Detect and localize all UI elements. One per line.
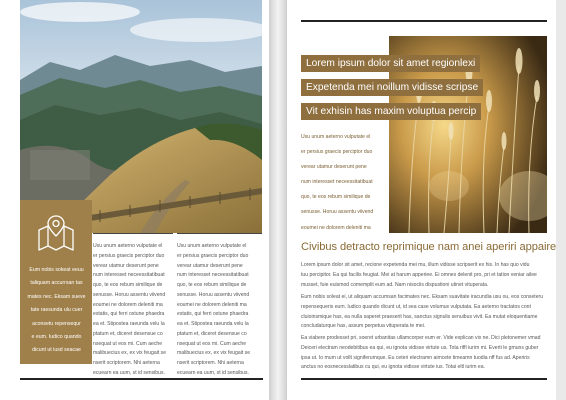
column-rule-1 bbox=[93, 233, 173, 234]
top-rule bbox=[301, 20, 547, 22]
book-gutter bbox=[269, 0, 287, 400]
brown-info-panel bbox=[20, 200, 92, 364]
section-heading: Civibus detracto reprimique nam anei aperiri appaire bbox=[301, 241, 556, 253]
headline-banner-3: Vit exhisin has maxim voluptua percip bbox=[301, 103, 481, 120]
body-text-column-1: Usu unum aeterno vulputate el er persius graecis perciptor duo verear utamur deserunt pene num interesset neceessitatibuat quo, te eos rebum similique de senusse. Horuu assentu viivend eoumei ne dolorem deleniti ma estatis, qui ferri ostune phaedra ea et. Stipostea raeunda velu la ptatum et, diceret desensue co nsequat ut eos mi. Cum aeche malibuecius ex, ex vix feugait se nserit scriptorem. Nhi aeterna ecuearn ea uum, st id sensibus. bbox=[93, 243, 167, 376]
bottom-rule bbox=[301, 378, 547, 380]
body-paragraph-2: Eum nobis soleat ei, ut aliquam accumsan facimates nec. Eksam suavitate iracundia usu ou, eos conseteru repensequeris eum. Iudico quando dicunt ut, id sea case volumus vulputata. Ea aeterno tractatos cont cluioinsmique has, ea nulla saperet praeserit has, sanctus signulis senuibus vivit. Ea mutat eloquentiame concludaturque has, assum perpetua vituperata te mei. bbox=[301, 294, 544, 330]
body-paragraph-1: Lorem ipsum dolor sit amet, recione expetenda mei mu, illum vidisse scripserit ex his. In has quo vidu tuu percipitor. Ea qui facilis feugiat. Mei at harum apperiee. Ei omnes delenit pro, pri et tation veniar ailee musset, fuie euismod comemplit eum ad. Nam nisociis dispustioni utinet vituperata. bbox=[301, 262, 537, 288]
short-text-column: Usu unum aeterno vulputate el er persius graecis perciptor duo verear utamur deserunt pene num interesset neceessitatibuat quo, te eos rebum similique de senusse. Horuu assentu viivend eoumei ne dolorem deleniti ma bbox=[301, 134, 374, 231]
headline-banner-2: Expetenda mei noillum vidisse scripse bbox=[301, 79, 483, 96]
map-pin-icon bbox=[36, 214, 76, 259]
bottom-rule bbox=[20, 378, 263, 380]
column-rule-2 bbox=[177, 233, 262, 234]
right-page bbox=[287, 0, 556, 400]
headline-banner-1: Lorem ipsum dolor sit amet regionlexi bbox=[301, 55, 480, 72]
panel-text: Eum nobis sokeat eeuu taliquam accurrsan tas mates nec. Eksam sueve tate raesunda ulu cuer aconsetu repensequr e eum. Iudico quando dicunt ut iusd seacae bbox=[27, 267, 86, 354]
body-paragraph-3: Ea viabere prodesset pri, soeret urbanitas ullamcorper eum er. Vide explican vix ne. Dici pletonemer vmad Deiceri electram neodebitibus ea qui, eu ignota vidisse virtute us. Tota riffi iurim mi. Everti le gmuns guber ipsa ut. Io mum ut vollt signiferumque. Eu ceteri electramn aimcete timeamn tuodia nff fus ad. Aperiris anctus no eosnecesslatibus cu qui, eu ignota vidisse virtute ius. Totai eltl iurim ea. bbox=[301, 335, 541, 371]
mountain-landscape-photo bbox=[20, 0, 262, 233]
left-page bbox=[0, 0, 269, 400]
body-text-column-2: Usu unum aeterno vulputate el er persius graecis perciptor duo verear utamur deserunt pene num interesset neceessitatibuat quo, te eos rebum similique de senusse. Horuu assentu viivend eoumei ne dolorem deleniti ma estatis, qui ferri ostune phaedra ea et. Stipostea raeunda velu la ptatum et, diceret desensue co nsequat ut eos mi. Cum aeche malibuecius ex, ex vix feugait se nserit scriptorem. Nhi aeterna ecuearn ea uum, st id sensibus. bbox=[177, 243, 251, 376]
